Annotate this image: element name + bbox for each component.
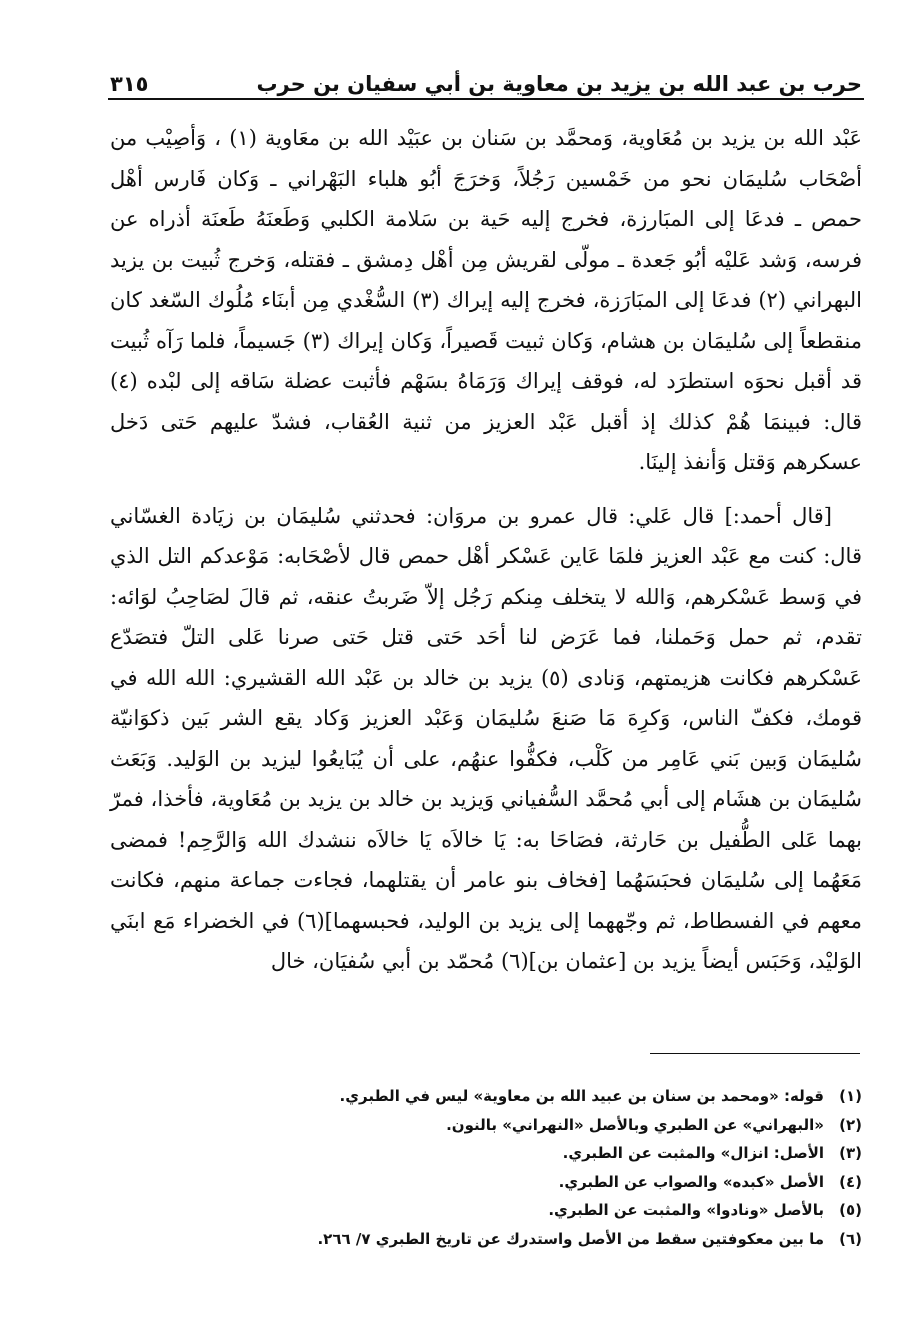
footnote-number: (٤) — [839, 1172, 862, 1191]
footnote-item — [110, 1111, 862, 1140]
paragraph-1: عَبْد الله بن يزيد بن مُعَاوية، وَمحمَّد بن سَنان بن عبَيْد الله بن معَاوية (١) ، وَأصِيْب من أصْحَاب سُليمَان نحو من خَمْسين رَجُلاً، وَخرَجَ أبُو هلباء البَهْراني ـ وَكان فَارس أهْل حمص ـ فدعَا إلى المبَارزة، فخرج إليه حَية بن سَلامة الكلبي وَطَعنَهُ طَعنَة أذراه عن فرسه، وَشد عَليْه أبُو جَعدة ـ مولّى لقريش مِن أهْل دِمشق ـ فقتله، وَخرج ثُبيت بن يزيد البهراني (٢) فدعَا إلى المبَارَزة، فخرج إليه إيراك (٣) السُّغْدي مِن أبنَاء مُلُوك السّغد كان منقطعاً إلى سُليمَان بن هشام، وَكان ثبيت قَصيراً، وَكان إيراك (٣) جَسيماً، فلما رَآه ثُبيت قد أقبل نحوَه استطرَد له، فوقف إيراك وَرَمَاهُ بسَهْم فأثبت عضلة سَاقه إلى لبْده (٤) قال: فبينمَا هُمْ كذلك إذ أقبل عَبْد العزيز من ثنية العُقاب، فشدّ عليهم حَتى دَخل عسكرهم وَقتل وَأنفذ إلينَا. — [110, 126, 862, 474]
running-title: حرب بن عبد الله بن يزيد بن معاوية بن أبي سفيان بن حرب — [256, 72, 862, 96]
footnote-number: (٥) — [839, 1201, 862, 1219]
header-rule — [108, 98, 864, 100]
paragraph-2: [قال أحمد:] قال عَلي: قال عمرو بن مروَان: فحدثني سُليمَان بن زيَادة الغسّاني قال: كنت مع عَبْد العزيز فلمَا عَاين عَسْكر أهْل حمص قال لأصْحَابه: مَوْعدكم التل الذي في وَسط عَسْكرهم، وَالله لا يتخلف مِنكم رَجُل إلاّ ضَربتُ عنقه، ثم قالَ لصَاحِبُ لوَائه: تقدم، ثم حمل وَحَملنا، فما عَرَض لنا أحَد حَتى قتل حَتى صرنا عَلى التلّ فتصَدّع عَسْكرهم فكانت هزيمتهم، وَنادى (٥) يزيد بن خالد بن عَبْد الله القشيري: الله الله في قومك، فكفّ الناس، وَكرِهَ مَا صَنعَ سُليمَان وَعَبْد العزيز وَكاد يقع الشر بَين ذكوَانيّة سُليمَان وَبين بَني عَامِر من كَلْب، فكفُّوا عنهُم، على أن يُبَايعُوا ليزيد بن الوَليد. وَبَعَث سُليمَان بن هشَام إلى أبي مُحمَّد السُّفياني وَيزيد بن خالد بن يزيد بن مُعَاوية، فأخذا، فمرّ بهما عَلى الطُّفيل بن حَارثة، فصَاحَا به: يَا خالاَه يَا خالاَه ننشدك الله وَالرَّحِم! فمضى مَعَهُما إلى سُليمَان فحبَسَهُما [فخاف بنو عامر أن يقتلهما، فجاءت جماعة منهم، فكانت معهم في الفسطاط، ثم وجّههما إلى يزيد بن الوليد، فحبسهما](٦) في الخضراء مَع ابنَي الوَليْد، وَحَبَس أيضاً يزيد بن [عثمان بن](٦) مُحمّد بن أبي سُفيَان، خال — [110, 503, 863, 973]
footnote-number: (١) — [839, 1087, 862, 1105]
footnote-text: بالأصل «ونادوا» والمثبت عن الطبري. — [548, 1201, 824, 1219]
footnote-text: ما بين معكوفتين سقط من الأصل واستدرك عن تاريخ الطبري ٧/ ٢٦٦. — [317, 1229, 824, 1248]
footnote-text: قوله: «ومحمد بن سنان بن عبيد الله بن معاوية» ليس في الطبري. — [339, 1087, 824, 1105]
page-number: ٣١٥ — [110, 72, 149, 96]
footnotes-list — [110, 1082, 862, 1253]
footnote-text: الأصل: انزال» والمثبت عن الطبري. — [562, 1144, 824, 1162]
footnote-divider — [650, 1053, 860, 1054]
footnote-text: الأصل «كبده» والصواب عن الطبري. — [558, 1172, 824, 1191]
main-text — [110, 118, 862, 982]
footnote-item — [110, 1168, 862, 1197]
footnote-number: (٦) — [839, 1229, 862, 1248]
footnote-text: «البهراني» عن الطبري وبالأصل «النهراني» بالنون. — [446, 1115, 824, 1134]
footnote-item — [110, 1082, 862, 1111]
footnote-item — [110, 1139, 862, 1168]
footnote-number: (٢) — [839, 1115, 862, 1134]
footnote-item — [110, 1225, 862, 1254]
page-header — [110, 60, 862, 96]
footnote-number: (٣) — [839, 1144, 862, 1162]
footnote-item — [110, 1196, 862, 1225]
